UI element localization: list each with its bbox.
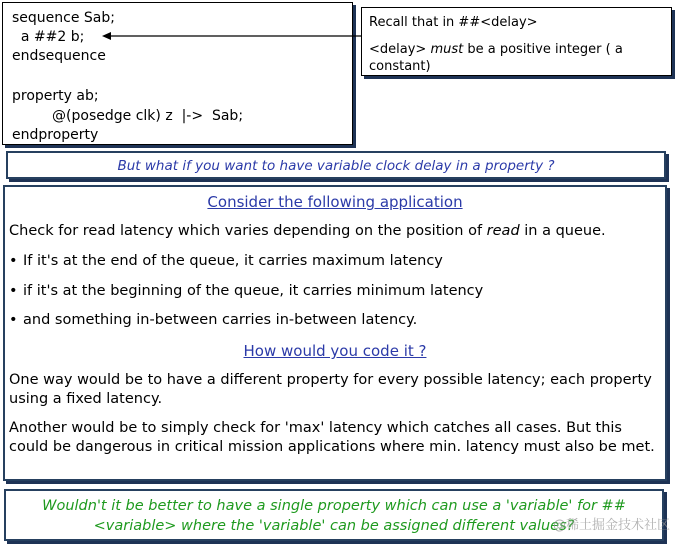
conclusion-text: Wouldn't it be better to have a single property which can use a 'variable' for ##<variable> where the 'variable' can be assigned different values? bbox=[42, 498, 626, 534]
bullet-text: and something in-between carries in-between latency. bbox=[23, 312, 418, 328]
question-text: But what if you want to have variable clock delay in a property ? bbox=[117, 158, 555, 174]
code-line: @(posedge clk) z |-> Sab; bbox=[12, 108, 244, 124]
code-line: sequence Sab; bbox=[12, 10, 115, 26]
code-line: endproperty bbox=[12, 127, 99, 143]
intro-text-b: in a queue. bbox=[524, 223, 606, 239]
code-line: endsequence bbox=[12, 48, 106, 64]
recall-rest: be a positive integer ( a bbox=[467, 42, 623, 57]
recall-line-1: Recall that in ##<delay> bbox=[369, 15, 538, 30]
paragraph-one-way: One way would be to have a different property for every possible latency; each property using a fixed latency. bbox=[9, 372, 652, 407]
paragraph-another: Another would be to simply check for 'max' latency which catches all cases. But this could be dangerous in critical mission applications where min. latency must also be met. bbox=[9, 420, 655, 455]
intro-text-a: Check for read latency which varies depending on the position of bbox=[9, 223, 483, 239]
code-line: a ##2 b; bbox=[12, 29, 85, 45]
bullet-icon: • bbox=[9, 253, 18, 269]
recall-note bbox=[361, 7, 672, 76]
bullet-item bbox=[9, 311, 657, 330]
heading-consider: Consider the following application bbox=[207, 193, 463, 211]
code-line: property ab; bbox=[12, 88, 99, 104]
code-box bbox=[2, 2, 353, 145]
intro-paragraph bbox=[9, 222, 657, 241]
bullet-item bbox=[9, 282, 657, 301]
recall-delay-token: <delay> bbox=[369, 42, 427, 57]
watermark: @稀土掘金技术社区 bbox=[552, 518, 670, 533]
intro-emphasis: read bbox=[486, 223, 520, 239]
bullet-text: If it's at the end of the queue, it carries maximum latency bbox=[23, 253, 443, 269]
recall-emphasis: must bbox=[430, 42, 464, 57]
bullet-icon: • bbox=[9, 312, 18, 328]
recall-line-2 bbox=[369, 41, 623, 58]
bullet-item bbox=[9, 252, 657, 271]
bullet-text: if it's at the beginning of the queue, it carries minimum latency bbox=[23, 283, 484, 299]
bullet-icon: • bbox=[9, 283, 18, 299]
heading-how: How would you code it ? bbox=[243, 342, 427, 360]
question-banner bbox=[6, 151, 666, 179]
recall-line-3: constant) bbox=[369, 59, 431, 74]
main-content-box bbox=[3, 185, 667, 481]
